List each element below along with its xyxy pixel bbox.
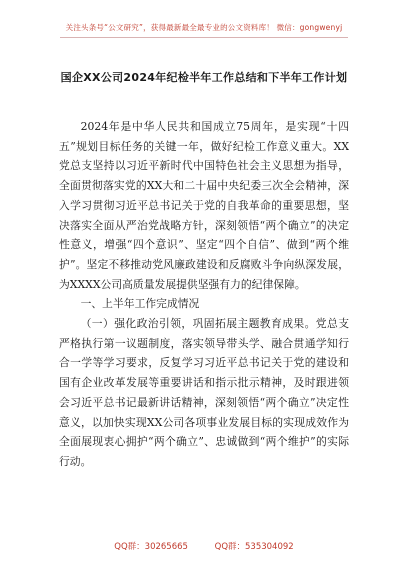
footer-qq-group-2: QQ群：535304092 [214,542,294,552]
footer-contact [0,540,408,552]
section-heading: 一、上半年工作完成情况 [80,297,200,311]
document-body [59,117,349,472]
header-banner: 关注头条号“公文研究”，获得最新最全最专业的公文资料库！ 微信：gongwenyj [65,23,343,32]
footer-qq-group-1: QQ群：30265665 [114,542,188,552]
header-divider [60,37,348,38]
intro-paragraph: 2024年是中华人民共和国成立75周年，是实现“十四五”规划目标任务的关键一年，做好纪检工作意义重大。XX党总支坚持以习近平新时代中国特色社会主义思想为指导，全面贯彻落实党的XX大和二十届中央纪委三次全会精神，深入学习贯彻习近平总书记关于党的自我革命的重要思想，坚决落实全面从严治党战略方针，深刻领悟“两个确立”的决定性意义，增强“四个意识”、坚定“四个自信”、做到“两个维护”。坚定不移推动党风廉政建设和反腐败斗争向纵深发展，为XXXX公司高质量发展提供坚强有力的纪律保障。 [59,120,349,291]
document-title: 国企XX公司2024年纪检半年工作总结和下半年工作计划 [60,71,348,84]
body-paragraph: （一）强化政治引领，巩固拓展主题教育成果。党总支严格执行第一议题制度，落实领导带头学、融合贯通学知行合一学等学习要求，反复学习习近平总书记关于党的建设和国有企业改革发展等重要讲话和指示批示精神，及时跟进领会习近平总书记最新讲话精神，深刻领悟“两个确立”决定性意义，以加快实现XX公司各项事业发展目标的实现成效作为全面展现衷心拥护“两个确立”、忠诚做到“两个维护”的实际行动。 [59,317,349,468]
